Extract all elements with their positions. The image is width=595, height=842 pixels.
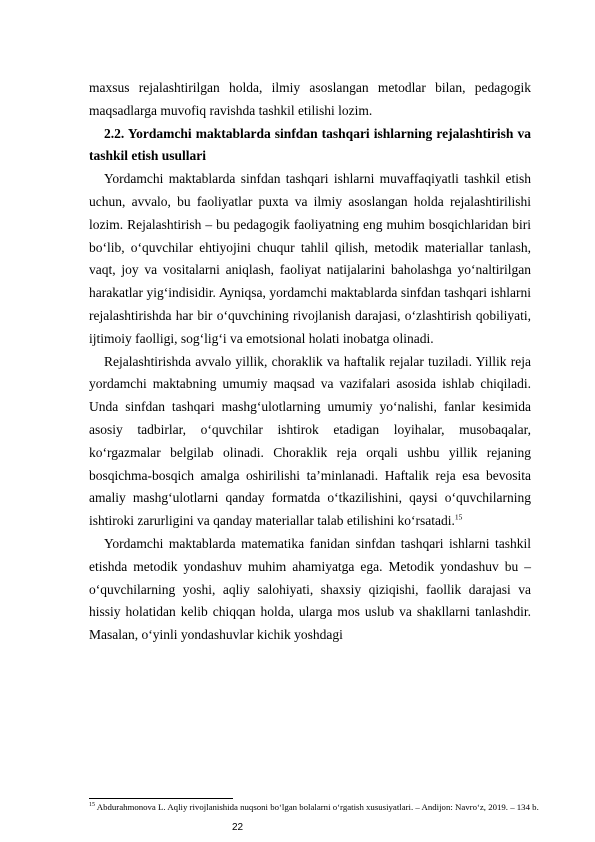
section-heading: 2.2. Yordamchi maktablarda sinfdan tashqari ishlarning rejalashtirish va tashkil etish usullari: [89, 125, 531, 164]
footnote-reference[interactable]: 15: [454, 512, 463, 522]
paragraph-plan-types: [89, 351, 531, 533]
paragraph-planning: Yordamchi maktablarda sinfdan tashqari ishlarni muvaffaqiyatli tashkil etish uchun, avvalo, bu faoliyatlar puxta va ilmiy asoslangan holda rejalashtirilishi lozim. Rejalashtirish – bu pedagogik faoliyatning eng muhim bosqichlaridan biri bo‘lib, o‘quvchilar ehtiyojini chuqur tahlil qilish, metodik materiallar tanlash, vaqt, joy va vositalarni aniqlash, faoliyat natijalarini baholashga yo‘naltirilgan harakatlar yig‘indisidir. Ayniqsa, yordamchi maktablarda sinfdan tashqari ishlarni rejalashtirishda har bir o‘quvchining rivojlanish darajasi, o‘zlashtirish qobiliyati, ijtimoiy faolligi, sog‘lig‘i va emotsional holati inobatga olinadi.: [89, 171, 531, 346]
paragraph-plan-types-text: Rejalashtirishda avvalo yillik, choraklik va haftalik rejalar tuziladi. Yillik reja yordamchi maktabning umumiy maqsad va vazifalari asosida ishlab chiqiladi. Unda sinfdan tashqari mashg‘ulotlarning umumiy yo‘nalishi, fanlar kesimida asosiy tadbirlar, o‘quvchilar ishtirok etadigan loyihalar, musobaqalar, ko‘rgazmalar belgilab olinadi. Choraklik reja orqali ushbu yillik rejaning bosqichma-bosqich amalga oshirilishi ta’minlanadi. Haftalik reja esa bevosita amaliy mashg‘ulotlarni qanday formatda o‘tkazilishini, qaysi o‘quvchilarning ishtiroki zarurligini va qanday materiallar talab etilishini ko‘rsatadi.: [89, 353, 531, 529]
footnote: [89, 801, 539, 814]
page-number: 22: [232, 822, 244, 833]
footnote-divider: [89, 798, 233, 799]
paragraph-methodical-approach: Yordamchi maktablarda matematika fanidan sinfdan tashqari ishlarni tashkil etishda metodik yondashuv muhim ahamiyatga ega. Metodik yondashuv bu – o‘quvchilarning yoshi, aqliy salohiyati, shaxsiy qiziqishi, faollik darajasi va hissiy holatidan kelib chiqqan holda, ularga mos uslub va shakllarni tanlashdir. Masalan, o‘yinli yondashuvlar kichik yoshdagi: [89, 535, 531, 643]
paragraph-continuation: maxsus rejalashtirilgan holda, ilmiy asoslangan metodlar bilan, pedagogik maqsadlarga muvofiq ravishda tashkil etilishi lozim.: [89, 80, 531, 118]
footnote-number: 15: [89, 802, 95, 809]
footnote-text: Abdurahmonova L. Aqliy rivojlanishida nuqsoni bo‘lgan bolalarni o‘rgatish xususiyatlari. – Andijon: Navro‘z, 2019. – 134 b.: [95, 802, 539, 812]
body-text: [89, 77, 531, 647]
